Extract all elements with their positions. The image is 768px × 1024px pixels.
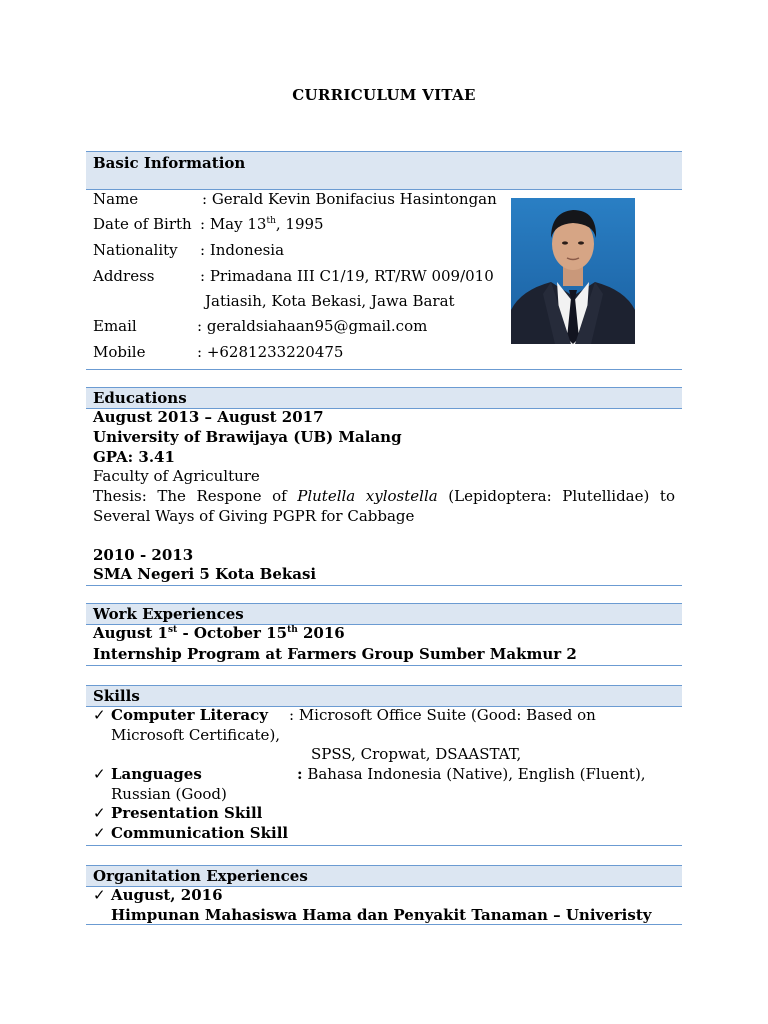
org-1-name: Himpunan Mahasiswa Hama dan Penyakit Tanaman – Univeristy [111,906,652,924]
skill-1-value-line3: SPSS, Cropwat, DSAASTAT, [311,745,522,763]
work-period: August 1st - October 15th 2016 [93,624,345,642]
check-icon: ✓ [93,804,106,822]
dob-value: : May 13th, 1995 [200,215,324,233]
nationality-label: Nationality [93,241,178,259]
check-icon: ✓ [93,886,106,904]
section-heading-work-experiences: Work Experiences [86,603,682,625]
section-divider [86,665,682,666]
nationality-value: : Indonesia [200,241,285,259]
section-divider [86,924,682,925]
section-divider [86,369,682,370]
education-2-school: SMA Negeri 5 Kota Bekasi [93,565,317,583]
education-1-faculty: Faculty of Agriculture [93,467,260,485]
skill-3-name: Presentation Skill [111,804,263,822]
check-icon: ✓ [93,765,106,783]
name-value: : Gerald Kevin Bonifacius Hasintongan [202,190,497,208]
email-label: Email [93,317,137,335]
org-1-date: August, 2016 [111,886,223,904]
skill-1-value: : Microsoft Office Suite (Good: Based on [289,706,596,724]
skill-2-name: Languages [111,765,202,783]
skill-4-name: Communication Skill [111,824,289,842]
profile-photo [511,198,635,344]
education-1-thesis-line2: Several Ways of Giving PGPR for Cabbage [93,507,415,525]
dob-label: Date of Birth [93,215,192,233]
education-1-school: University of Brawijaya (UB) Malang [93,428,402,446]
page-title: CURRICULUM VITAE [292,86,476,104]
section-divider [86,845,682,846]
mobile-label: Mobile [93,343,146,361]
email-value: : geraldsiahaan95@gmail.com [197,317,428,335]
address-value-line2: Jatiasih, Kota Bekasi, Jawa Barat [205,292,455,310]
address-label: Address [93,267,155,285]
education-1-gpa: GPA: 3.41 [93,448,175,466]
check-icon: ✓ [93,824,106,842]
skill-1-value-line2: Microsoft Certificate), [111,726,281,744]
skill-1-name: Computer Literacy [111,706,268,724]
education-2-period: 2010 - 2013 [93,546,194,564]
work-title: Internship Program at Farmers Group Sumber Makmur 2 [93,645,577,663]
education-1-thesis: Thesis: The Respone of Plutella xylostella (Lepidoptera: Plutellidae) to [93,487,675,505]
section-heading-basic-information: Basic Information [86,151,682,190]
section-heading-organitation-experiences: Organitation Experiences [86,865,682,887]
section-heading-educations: Educations [86,387,682,409]
education-1-period: August 2013 – August 2017 [93,408,324,426]
section-heading-skills: Skills [86,685,682,707]
skill-2-value-line2: Russian (Good) [111,785,227,803]
check-icon: ✓ [93,706,106,724]
mobile-value: : +6281233220475 [197,343,344,361]
skill-2-value: : Bahasa Indonesia (Native), English (Fluent), [297,765,646,783]
address-value: : Primadana III C1/19, RT/RW 009/010 [200,267,494,285]
section-divider [86,585,682,586]
name-label: Name [93,190,139,208]
